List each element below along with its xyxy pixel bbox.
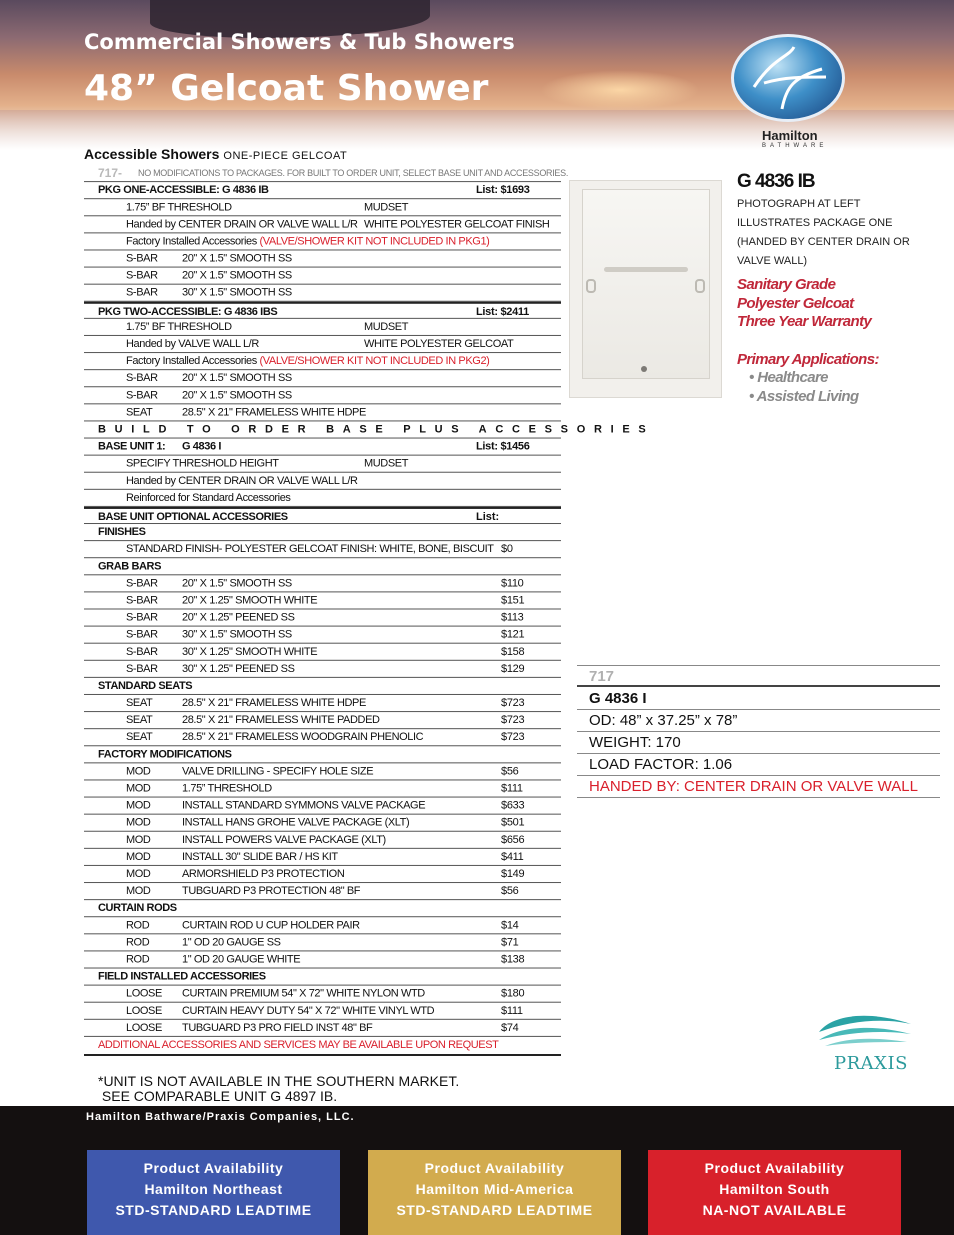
availability-region: Hamilton Mid-America xyxy=(415,1181,574,1197)
item-type: ROD xyxy=(126,936,150,949)
table-row xyxy=(84,610,561,627)
item-desc: 30" X 1.5" SMOOTH SS xyxy=(182,286,292,299)
table-row xyxy=(84,866,561,883)
item-type: SEAT xyxy=(126,406,153,419)
item-type: MOD xyxy=(126,850,151,863)
feature-line: Polyester Gelcoat xyxy=(737,295,854,312)
item-desc: INSTALL 30" SLIDE BAR / HS KIT xyxy=(182,850,338,863)
item-desc: 20" X 1.5" SMOOTH SS xyxy=(182,389,292,402)
item-type: S-BAR xyxy=(126,269,158,282)
item-desc: 20" X 1.25" PEENED SS xyxy=(182,611,295,624)
build-heading: BUILD TO ORDER BASE PLUS ACCESSORIES xyxy=(98,423,655,436)
availability-status: NA-NOT AVAILABLE xyxy=(702,1202,847,1218)
group-title-row xyxy=(84,678,561,695)
item-type: S-BAR xyxy=(126,645,158,658)
table-row xyxy=(84,592,561,609)
pkg1-mudset: MUDSET xyxy=(364,201,409,214)
pkg2-factory-note: (VALVE/SHOWER KIT NOT INCLUDED IN PKG2) xyxy=(259,355,490,368)
side-bar-left-shape xyxy=(586,279,596,293)
group-title: FACTORY MODIFICATIONS xyxy=(98,748,232,761)
item-price: $110 xyxy=(501,577,524,590)
footnote-line: *UNIT IS NOT AVAILABLE IN THE SOUTHERN MARKET. xyxy=(98,1073,460,1089)
availability-south xyxy=(648,1150,901,1235)
base-threshold: SPECIFY THRESHOLD HEIGHT xyxy=(126,457,279,470)
side-bar-right-shape xyxy=(695,279,705,293)
item-desc: 1" OD 20 GAUGE WHITE xyxy=(182,953,301,966)
spec-load: LOAD FACTOR: 1.06 xyxy=(577,754,940,776)
table-row xyxy=(84,849,561,866)
item-type: ROD xyxy=(126,953,150,966)
spec-code: 717 xyxy=(577,665,940,687)
item-price: $111 xyxy=(501,1004,523,1017)
item-type: MOD xyxy=(126,799,151,812)
table-row xyxy=(84,285,561,302)
market-footnote xyxy=(98,1074,459,1104)
pkg2-handed: Handed by VALVE WALL L/R xyxy=(126,337,259,351)
grab-bar-shape xyxy=(604,267,688,272)
item-price: $149 xyxy=(501,867,525,881)
table-row xyxy=(84,815,561,832)
item-desc: ARMORSHIELD P3 PROTECTION xyxy=(182,867,345,881)
company-name: Hamilton Bathware/Praxis Companies, LLC. xyxy=(86,1111,355,1123)
item-price: $121 xyxy=(501,628,525,641)
item-desc: INSTALL POWERS VALVE PACKAGE (XLT) xyxy=(182,833,386,846)
group-title: FINISHES xyxy=(98,526,146,539)
pkg2-finish: WHITE POLYESTER GELCOAT xyxy=(364,337,514,351)
item-price: $411 xyxy=(501,850,524,863)
availability-status: STD-STANDARD LEADTIME xyxy=(396,1202,593,1218)
spec-weight: WEIGHT: 170 xyxy=(577,732,940,754)
table-row xyxy=(84,490,561,507)
table-row xyxy=(84,661,561,678)
table-row xyxy=(84,387,561,404)
table-row xyxy=(84,216,561,233)
item-price: $0 xyxy=(501,543,513,556)
availability-region: Hamilton South xyxy=(719,1181,830,1197)
application-item: • Assisted Living xyxy=(749,388,859,405)
item-desc: INSTALL HANS GROHE VALVE PACKAGE (XLT) xyxy=(182,816,410,829)
item-type: S-BAR xyxy=(126,286,158,299)
table-row xyxy=(84,832,561,849)
feature-line: Three Year Warranty xyxy=(737,313,872,330)
item-desc: VALVE DRILLING - SPECIFY HOLE SIZE xyxy=(182,765,374,778)
group-title: CURTAIN RODS xyxy=(98,902,177,915)
pkg2-factory-label: Factory Installed Accessories xyxy=(126,355,257,368)
applications-title: Primary Applications: xyxy=(737,351,879,368)
item-type: ROD xyxy=(126,919,150,932)
availability-label: Product Availability xyxy=(704,1160,845,1176)
item-price: $151 xyxy=(501,594,525,607)
pkg2-threshold: 1.75” BF THRESHOLD xyxy=(126,320,232,333)
item-price: $129 xyxy=(501,662,525,675)
hamilton-logo-icon xyxy=(731,34,845,122)
availability-label: Product Availability xyxy=(424,1160,565,1176)
table-row xyxy=(84,268,561,285)
note-text: NO MODIFICATIONS TO PACKAGES. FOR BUILT TO ORDER UNIT, SELECT BASE UNIT AND ACCESSORIES. xyxy=(138,168,569,179)
item-price: $656 xyxy=(501,833,525,846)
spec-handed: HANDED BY: CENTER DRAIN OR VALVE WALL xyxy=(577,776,940,798)
item-type: MOD xyxy=(126,816,151,829)
item-price: $158 xyxy=(501,645,525,658)
praxis-wordmark: PRAXIS xyxy=(834,1053,908,1074)
spec-model: G 4836 I xyxy=(577,688,940,710)
item-price: $71 xyxy=(501,936,519,949)
item-type: S-BAR xyxy=(126,628,158,641)
base-model: G 4836 I xyxy=(182,440,221,453)
pkg1-handed: Handed by CENTER DRAIN OR VALVE WALL L/R xyxy=(126,218,358,231)
item-desc: 28.5" X 21" FRAMELESS WHITE PADDED xyxy=(182,714,380,727)
availability-label: Product Availability xyxy=(143,1160,284,1176)
table-row xyxy=(84,712,561,729)
item-desc: 30" X 1.25" SMOOTH WHITE xyxy=(182,645,318,658)
item-price: $138 xyxy=(501,953,525,966)
availability-northeast xyxy=(87,1150,340,1235)
group-title-row xyxy=(84,969,561,986)
pkg2-price: List: $2411 xyxy=(476,305,529,318)
table-row xyxy=(84,541,561,558)
pkg1-price: List: $1693 xyxy=(476,184,530,197)
item-desc: 28.5" X 21" FRAMELESS WHITE HDPE xyxy=(182,696,366,710)
item-type: MOD xyxy=(126,833,151,846)
item-price: $180 xyxy=(501,987,525,1000)
item-price: $56 xyxy=(501,765,519,778)
item-desc: INSTALL STANDARD SYMMONS VALVE PACKAGE xyxy=(182,799,426,812)
item-type: S-BAR xyxy=(126,662,158,675)
pkg1-factory xyxy=(126,233,489,250)
item-desc: 20" X 1.5" SMOOTH SS xyxy=(182,577,292,590)
item-type: MOD xyxy=(126,765,151,778)
item-desc: 20" X 1.25" SMOOTH WHITE xyxy=(182,594,318,607)
shower-photo xyxy=(569,180,722,398)
table-note-row xyxy=(84,165,569,182)
table-row xyxy=(84,883,561,900)
item-type: S-BAR xyxy=(126,611,158,624)
table-row xyxy=(84,763,561,780)
table-row xyxy=(84,319,561,336)
item-desc: 28.5" X 21" FRAMELESS WHITE HDPE xyxy=(182,406,366,419)
section-title: Accessible Showers xyxy=(84,146,220,162)
optional-title: BASE UNIT OPTIONAL ACCESSORIES xyxy=(98,510,288,524)
header-subtitle: Commercial Showers & Tub Showers xyxy=(84,30,515,54)
item-type: MOD xyxy=(126,782,151,795)
group-title: FIELD INSTALLED ACCESSORIES xyxy=(98,970,266,983)
group-title-row xyxy=(84,558,561,575)
item-type: LOOSE xyxy=(126,1004,162,1017)
base-price: List: $1456 xyxy=(476,440,530,453)
group-title-row xyxy=(84,524,561,541)
table-row xyxy=(84,250,561,267)
item-desc: 30" X 1.5" SMOOTH SS xyxy=(182,628,292,641)
pkg2-factory xyxy=(126,353,489,370)
brand-subname: BATHWARE xyxy=(762,143,828,149)
availability-region: Hamilton Northeast xyxy=(144,1181,283,1197)
table-row xyxy=(84,575,561,592)
table-row xyxy=(84,353,561,370)
base-mudset: MUDSET xyxy=(364,457,409,470)
pkg2-title-row xyxy=(84,302,561,319)
item-desc: 30" X 1.25" PEENED SS xyxy=(182,662,295,675)
table-row xyxy=(84,951,561,968)
table-row xyxy=(84,644,561,661)
group-title-row xyxy=(84,900,561,917)
praxis-wave-icon xyxy=(815,1010,914,1050)
item-price: $723 xyxy=(501,696,525,710)
application-item: • Healthcare xyxy=(749,369,828,386)
item-type: S-BAR xyxy=(126,594,158,607)
table-row xyxy=(84,370,561,387)
item-type: SEAT xyxy=(126,696,153,710)
build-heading-row xyxy=(84,421,655,438)
table-row xyxy=(84,1003,561,1020)
availability-mid-america xyxy=(368,1150,621,1235)
item-desc: 20" X 1.5" SMOOTH SS xyxy=(182,372,292,385)
item-price: $56 xyxy=(501,885,519,898)
pkg1-factory-note: (VALVE/SHOWER KIT NOT INCLUDED IN PKG1) xyxy=(259,235,490,248)
product-model: G 4836 IB xyxy=(737,171,815,192)
pkg1-factory-label: Factory Installed Accessories xyxy=(126,235,257,248)
item-type: LOOSE xyxy=(126,1021,162,1034)
section-heading xyxy=(84,146,347,162)
base-handed: Handed by CENTER DRAIN OR VALVE WALL L/R xyxy=(126,474,358,487)
base-reinforced: Reinforced for Standard Accessories xyxy=(126,491,291,504)
feature-line: Sanitary Grade xyxy=(737,276,836,293)
pkg1-threshold: 1.75” BF THRESHOLD xyxy=(126,201,232,214)
table-footer-row xyxy=(84,1037,561,1054)
optional-title-row xyxy=(84,507,561,524)
table-row xyxy=(84,627,561,644)
item-desc: 20" X 1.5" SMOOTH SS xyxy=(182,269,292,282)
availability-status: STD-STANDARD LEADTIME xyxy=(115,1202,312,1218)
item-desc: CURTAIN ROD U CUP HOLDER PAIR xyxy=(182,919,360,932)
table-row xyxy=(84,798,561,815)
item-price: $74 xyxy=(501,1021,519,1034)
item-price: $113 xyxy=(501,611,524,624)
base-title-row xyxy=(84,439,561,456)
spec-od: OD: 48” x 37.25” x 78” xyxy=(577,710,940,732)
item-type: MOD xyxy=(126,885,151,898)
table-row xyxy=(84,456,561,473)
item-desc: CURTAIN HEAVY DUTY 54" X 72" WHITE VINYL WTD xyxy=(182,1004,435,1017)
item-desc: CURTAIN PREMIUM 54" X 72" WHITE NYLON WTD xyxy=(182,987,425,1000)
pkg1-finish: WHITE POLYESTER GELCOAT FINISH xyxy=(364,218,550,231)
shower-back-wall xyxy=(582,189,710,379)
table-row xyxy=(84,986,561,1003)
note-code: 717- xyxy=(98,166,123,181)
section-subtitle: ONE-PIECE GELCOAT xyxy=(223,150,348,162)
photo-note: PHOTOGRAPH AT LEFT ILLUSTRATES PACKAGE ONE (HANDED BY CENTER DRAIN OR VALVE WALL) xyxy=(737,198,910,267)
item-type: S-BAR xyxy=(126,372,158,385)
drain-shape xyxy=(641,366,647,372)
page-title: 48” Gelcoat Shower xyxy=(84,68,489,109)
table-row xyxy=(84,233,561,250)
item-price: $633 xyxy=(501,799,525,812)
item-price: $14 xyxy=(501,919,519,932)
item-price: $501 xyxy=(501,816,525,829)
pkg1-title: PKG ONE-ACCESSIBLE: G 4836 IB xyxy=(98,184,269,197)
item-price: $723 xyxy=(501,714,525,727)
brand-name: Hamilton xyxy=(762,128,818,143)
sunset-glow xyxy=(540,70,700,110)
table-end-rule xyxy=(84,1054,561,1056)
item-type: LOOSE xyxy=(126,987,162,1000)
pkg1-title-row xyxy=(84,182,561,199)
item-price: $723 xyxy=(501,731,525,744)
item-desc: 28.5" X 21" FRAMELESS WOODGRAIN PHENOLIC xyxy=(182,731,424,744)
item-desc: STANDARD FINISH- POLYESTER GELCOAT FINISH: WHITE, BONE, BISCUIT xyxy=(126,543,494,556)
table-row xyxy=(84,473,561,490)
item-type: S-BAR xyxy=(126,577,158,590)
table-row xyxy=(84,1020,561,1037)
table-row xyxy=(84,404,561,421)
item-type: SEAT xyxy=(126,731,153,744)
base-title: BASE UNIT 1: xyxy=(98,440,166,453)
accessory-groups xyxy=(84,524,561,1037)
item-desc: TUBGUARD P3 PRO FIELD INST 48" BF xyxy=(182,1021,373,1034)
table-row xyxy=(84,934,561,951)
item-type: SEAT xyxy=(126,714,153,727)
group-title: GRAB BARS xyxy=(98,560,162,573)
table-row xyxy=(84,336,561,353)
item-type: MOD xyxy=(126,867,151,881)
optional-list-label: List: xyxy=(476,510,500,524)
table-row xyxy=(84,917,561,934)
item-desc: 1" OD 20 GAUGE SS xyxy=(182,936,281,949)
item-price: $111 xyxy=(501,782,523,795)
item-desc: 20" X 1.5" SMOOTH SS xyxy=(182,252,292,265)
table-row xyxy=(84,729,561,746)
table-row xyxy=(84,199,561,216)
table-row xyxy=(84,695,561,712)
pkg2-mudset: MUDSET xyxy=(364,320,409,333)
item-desc: 1.75” THRESHOLD xyxy=(182,782,272,795)
pkg2-title: PKG TWO-ACCESSIBLE: G 4836 IBS xyxy=(98,305,278,318)
item-desc: TUBGUARD P3 PROTECTION 48" BF xyxy=(182,885,361,898)
group-title: STANDARD SEATS xyxy=(98,679,193,692)
table-row xyxy=(84,780,561,797)
group-title-row xyxy=(84,746,561,763)
footnote-line: SEE COMPARABLE UNIT G 4897 IB. xyxy=(98,1088,338,1104)
item-type: S-BAR xyxy=(126,252,158,265)
table-footer-note: ADDITIONAL ACCESSORIES AND SERVICES MAY BE AVAILABLE UPON REQUEST xyxy=(98,1038,499,1051)
item-type: S-BAR xyxy=(126,389,158,402)
